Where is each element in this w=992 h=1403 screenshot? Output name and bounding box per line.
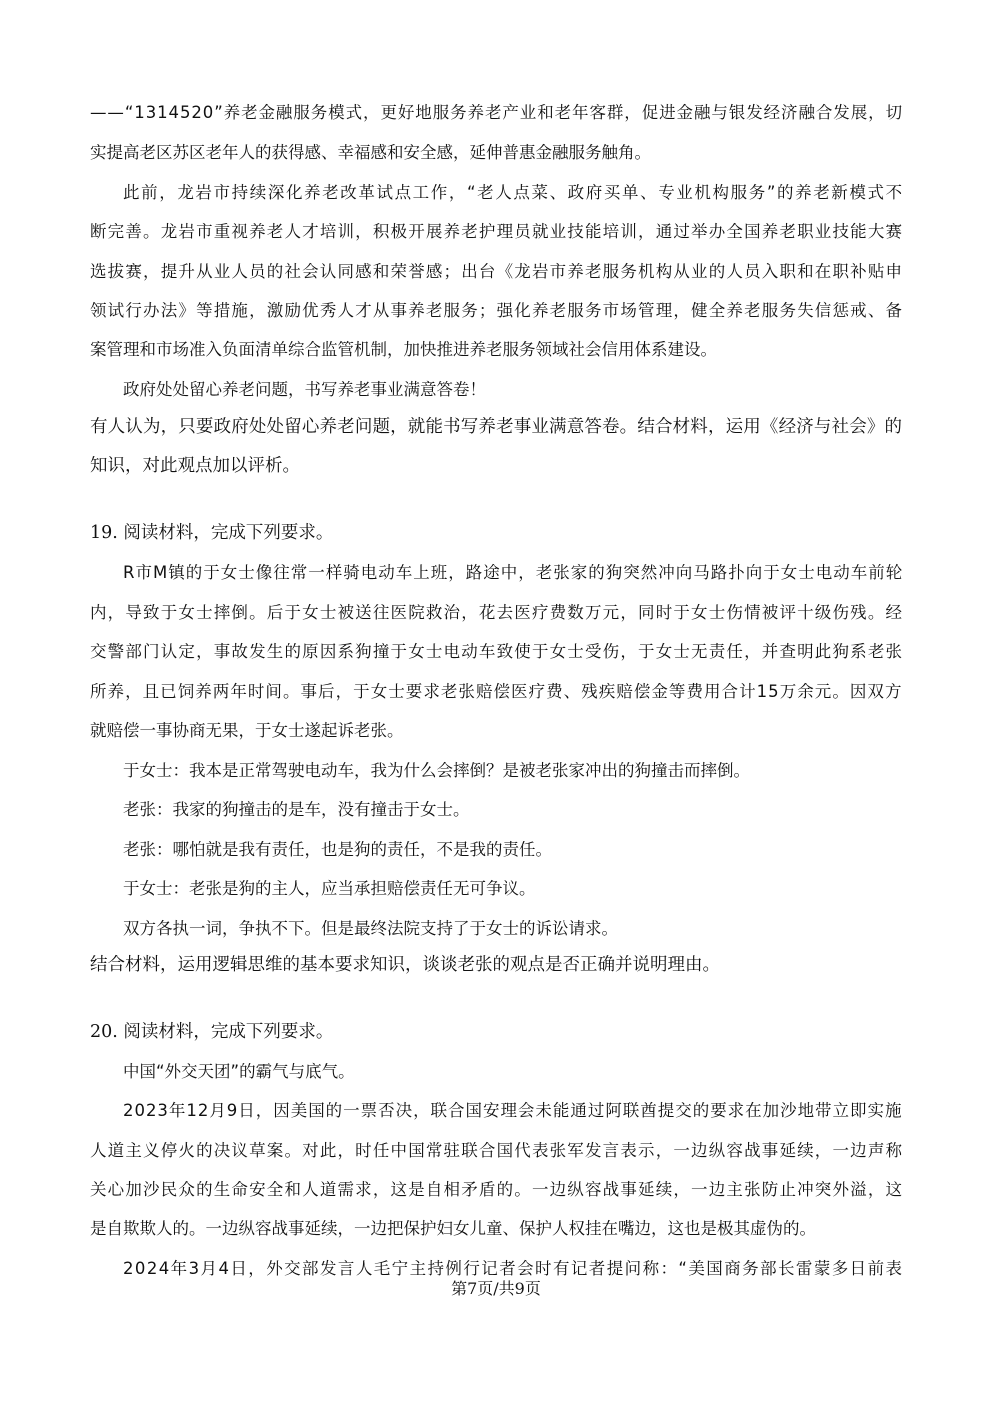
text-line: 是自欺欺人的。一边纵容战事延续，一边把保护妇女儿童、保护人权挂在嘴边，这也是极其虚伪的。 (90, 1219, 816, 1238)
text-line: 双方各执一词，争执不下。但是最终法院支持了于女士的诉讼请求。 (123, 919, 618, 938)
question-19-heading: 19. 阅读材料，完成下列要求。 (90, 523, 334, 543)
question-text: 有人认为，只要政府处处留心养老问题，就能书写养老事业满意答卷。结合材料，运用《经济与社会》的 (90, 417, 903, 437)
question-text: 知识，对此观点加以评析。 (90, 456, 300, 476)
text-line: R市M镇的于女士像往常一样骑电动车上班，路途中，老张家的狗突然冲向马路扑向于女士电动车前轮 (123, 563, 904, 582)
text-line: 政府处处留心养老问题，书写养老事业满意答卷！ (123, 380, 486, 399)
text-line: 关心加沙民众的生命安全和人道需求，这是自相矛盾的。一边纵容战事延续，一边主张防止冲突外溢，这 (90, 1180, 904, 1199)
text-line: 2023年12月9日，因美国的一票否决，联合国安理会未能通过阿联酋提交的要求在加沙地带立即实施 (123, 1101, 903, 1120)
dialogue-line: 于女士：我本是正常驾驶电动车，我为什么会摔倒？是被老张家冲出的狗撞击而摔倒。 (123, 761, 750, 780)
dialogue-line: 老张：哪怕就是我有责任，也是狗的责任，不是我的责任。 (123, 840, 552, 859)
text-line: ——“1314520”养老金融服务模式，更好地服务养老产业和老年客群，促进金融与银发经济融合发展，切 (90, 103, 903, 122)
dialogue-line: 老张：我家的狗撞击的是车，没有撞击于女士。 (123, 800, 470, 819)
dialogue-line: 于女士：老张是狗的主人，应当承担赔偿责任无可争议。 (123, 879, 536, 898)
text-line: 此前，龙岩市持续深化养老改革试点工作，“老人点菜、政府买单、专业机构服务”的养老新模式不 (123, 183, 904, 202)
question-20-heading: 20. 阅读材料，完成下列要求。 (90, 1022, 334, 1042)
text-line: 2024年3月4日，外交部发言人毛宁主持例行记者会时有记者提问称：“美国商务部长雷蒙多日前表 (123, 1259, 904, 1278)
text-line: 选拔赛，提升从业人员的社会认同感和荣誉感；出台《龙岩市养老服务机构从业的人员入职和在职补贴申 (90, 262, 904, 281)
text-line: 案管理和市场准入负面清单综合监管机制，加快推进养老服务领域社会信用体系建设。 (90, 340, 717, 359)
text-line: 交警部门认定，事故发生的原因系狗撞于女士电动车致使于女士受伤，于女士无责任，并查明此狗系老张 (90, 642, 904, 661)
text-line: 所养，且已饲养两年时间。事后，于女士要求老张赔偿医疗费、残疾赔偿金等费用合计15万余元。因双方 (90, 682, 903, 701)
text-line: 就赔偿一事协商无果，于女士遂起诉老张。 (90, 721, 404, 740)
text-line: 人道主义停火的决议草案。对此，时任中国常驻联合国代表张军发言表示，一边纵容战事延续，一边声称 (90, 1141, 904, 1160)
text-line: 断完善。龙岩市重视养老人才培训，积极开展养老护理员就业技能培训，通过举办全国养老职业技能大赛 (90, 222, 904, 241)
text-line: 内，导致于女士摔倒。后于女士被送往医院救治，花去医疗费数万元，同时于女士伤情被评十级伤残。经 (90, 603, 904, 622)
text-line: 实提高老区苏区老年人的获得感、幸福感和安全感，延伸普惠金融服务触角。 (90, 143, 651, 162)
question-text: 结合材料，运用逻辑思维的基本要求知识，谈谈老张的观点是否正确并说明理由。 (90, 955, 720, 975)
text-line: 领试行办法》等措施，激励优秀人才从事养老服务；强化养老服务市场管理，健全养老服务失信惩戒、备 (90, 301, 904, 320)
text-line: 中国“外交天团”的霸气与底气。 (123, 1062, 355, 1081)
page-number: 第7页/共9页 (451, 1279, 541, 1298)
